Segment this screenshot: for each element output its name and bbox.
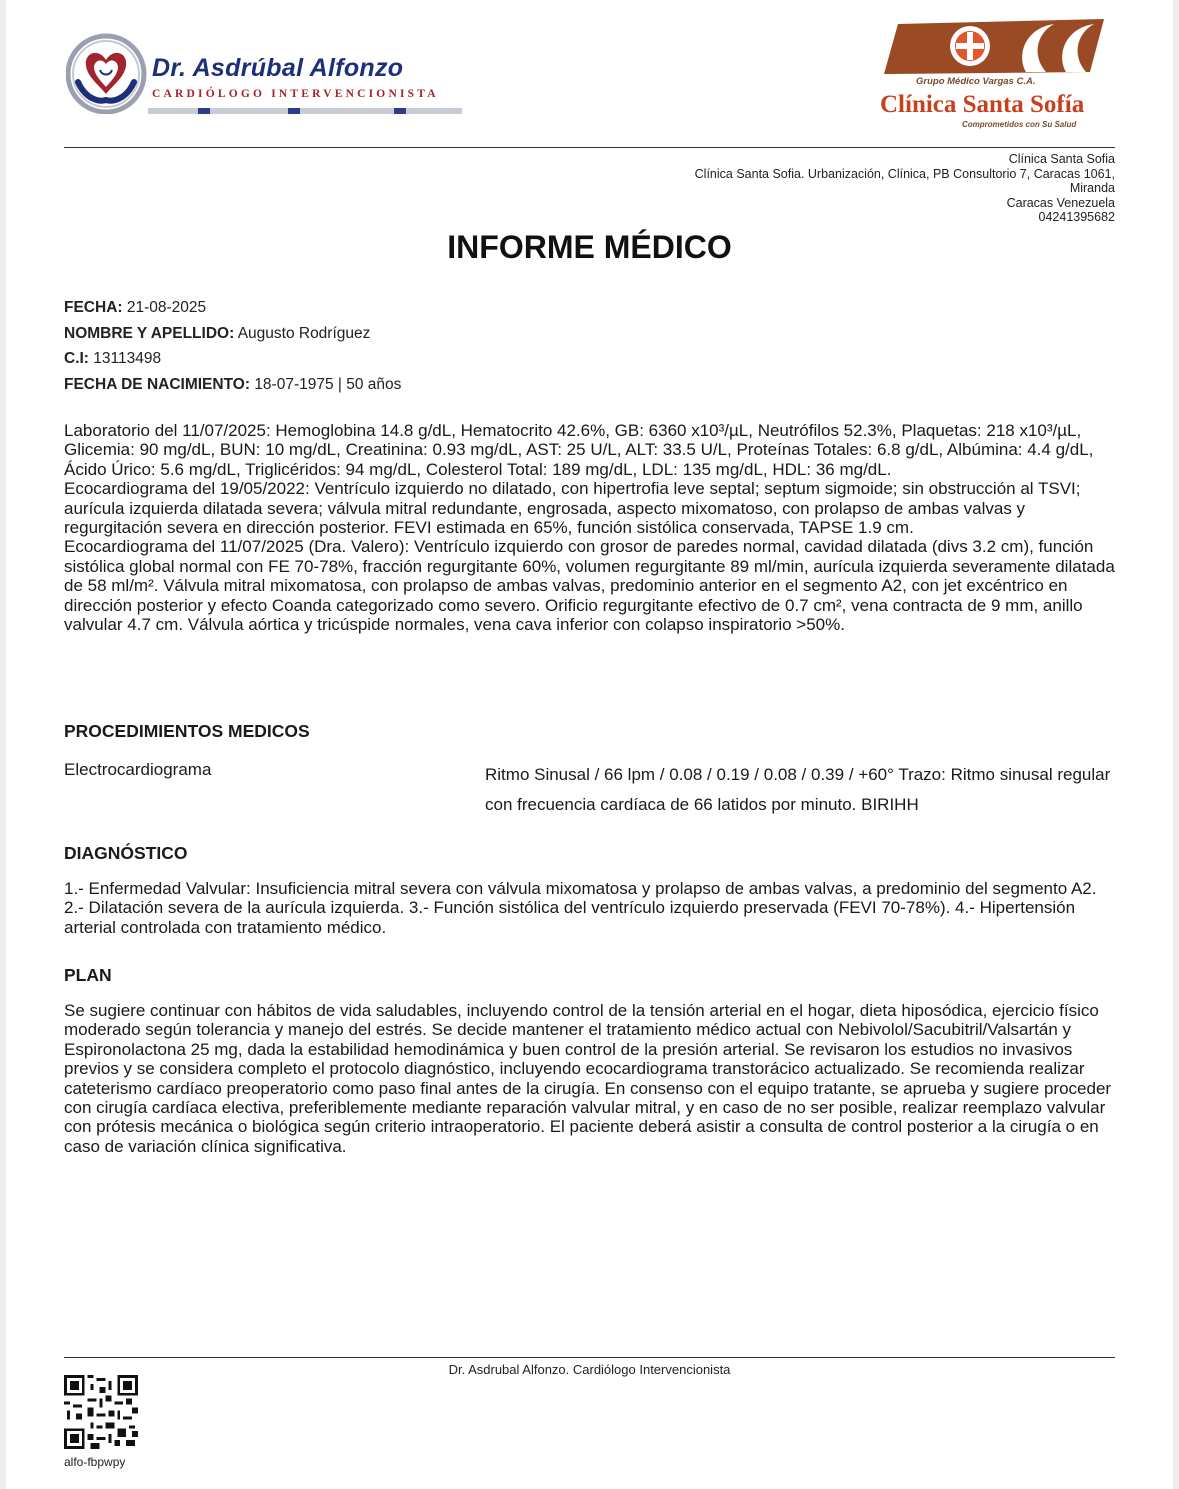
name-row: [64, 323, 401, 349]
diagnosis-text: 1.- Enfermedad Valvular: Insuficiencia mitral severa con válvula mixomatosa y prolapso de ambas valvas, a predominio del segmento A2. 2.- Dilatación severa de la aurícula izquierda. 3.- Función sistólica del ventrículo izquierdo preservada (FEVI 70-78%). 4.- Hipertensión arterial controlada con tratamiento médico.: [64, 879, 1097, 937]
logo-underline-marks: [198, 108, 408, 114]
clinic-name: Clínica Santa Sofía: [880, 91, 1085, 118]
dob-row: [64, 374, 401, 400]
clinic-emblem-icon: [876, 14, 1116, 78]
clinic-tagline: Comprometidos con Su Salud: [962, 120, 1077, 129]
plan-heading: PLAN: [64, 965, 112, 985]
date-row: [64, 297, 401, 323]
date-label: FECHA:: [64, 299, 123, 316]
name-label: NOMBRE Y APELLIDO:: [64, 324, 235, 342]
date-value: 21-08-2025: [126, 299, 207, 316]
header-divider: [64, 147, 1115, 148]
patient-info: [64, 297, 401, 400]
address-phone: 04241395682: [1038, 210, 1115, 224]
echo-2022: Ecocardiograma del 19/05/2022: Ventrículo izquierdo no dilatado, con hipertrofia leve septal; septum sigmoide; sin obstrucción al TSVI; aurícula izquierda dilatada severa; válvula mitral redundante, engrosada, aspecto mixomatoso, con prolapso de ambas valvas y regurgitación severa en dirección posterior. FEVI estimada en 65%, función sistólica conservada, TAPSE 1.9 cm.: [64, 479, 1081, 538]
procedures-heading: PROCEDIMIENTOS MEDICOS: [64, 721, 310, 741]
patient-id: 13113498: [93, 350, 162, 368]
id-row: [64, 348, 401, 374]
clinical-history: [64, 421, 1118, 634]
echo-2025: Ecocardiograma del 11/07/2025 (Dra. Valero): Ventrículo izquierdo con grosor de paredes normal, cavidad dilatada (divs 3.2 cm), función sistólica global normal con FE 70-78%, fracción regurgitante 60%, volumen regurgitante 89 ml/min, aurícula izquierda severamente dilatada de 58 ml/m². Válvula mitral mixomatosa, con prolapso de ambas valvas, predominio anterior en el segmento A2, con jet excéntrico en dirección posterior y efecto Coanda categorizado como severo. Orificio regurgitante efectivo de 0.7 cm², vena contracta de 9 mm, anillo valvular 4.7 cm. Válvula aórtica y tricúspide normales, vena cava inferior con colapso inspiratorio >50%.: [64, 537, 1115, 635]
page-edge-right: [1173, 0, 1179, 1489]
address-block: [635, 152, 1115, 225]
clinic-group-name: Grupo Médico Vargas C.A.: [916, 76, 1036, 87]
procedure-name: Electrocardiograma: [64, 760, 212, 779]
address-line-1: Clínica Santa Sofia: [1008, 152, 1115, 166]
document-title: INFORME MÉDICO: [447, 229, 732, 265]
page-edge-left: [0, 0, 6, 1489]
plan-text: Se sugiere continuar con hábitos de vida saludables, incluyendo control de la tensión arterial en el hogar, dieta hiposódica, ejercicio físico moderado según tolerancia y manejo del estrés. Se decide mantener el tratamiento médico actual con Nebivolol/Sacubitril/Valsartán y Espironolactona 25 mg, dada la estabilidad hemodinámica y buen control de la presión arterial. Se revisaron los estudios no invasivos previos y se considera completo el protocolo diagnóstico, incluyendo ecocardiograma transtorácico actualizado. Se recomienda realizar cateterismo cardíaco preoperatorio como paso final antes de la cirugía. En consenso con el equipo tratante, se aprueba y sugiere proceder con cirugía cardíaca electiva, preferiblemente mediante reparación valvular mitral, y en caso de no ser posible, realizar reemplazo valvular con prótesis mecánica o biológica según criterio intraoperatorio. El paciente deberá asistir a consulta de control posterior a la cirugía o en caso de variación clínica significativa.: [64, 1001, 1112, 1156]
doctor-subtitle: CARDIÓLOGO INTERVENCIONISTA: [152, 88, 439, 100]
address-line-3: Miranda: [1069, 181, 1115, 195]
heart-hands-logo-icon: [66, 30, 150, 114]
dob-label: FECHA DE NACIMIENTO:: [64, 376, 250, 394]
lab-results: Laboratorio del 11/07/2025: Hemoglobina 14.8 g/dL, Hematocrito 42.6%, GB: 6360 x10³/µL, Neutrófilos 52.3%, Plaquetas: 218 x10³/µL, Glicemia: 90 mg/dL, BUN: 10 mg/dL, Creatinina: 0.93 mg/dL, AST: 25 U/L, ALT: 33.5 U/L, Proteínas Totales: 6.8 g/dL, Albúmina: 4.4 g/dL, Ácido Úrico: 5.6 mg/dL, Triglicéridos: 94 mg/dL, Colesterol Total: 189 mg/dL, LDL: 135 mg/dL, HDL: 36 mg/dL.: [64, 421, 1094, 479]
address-line-2: Clínica Santa Sofia. Urbanización, Clínica, PB Consultorio 7, Caracas 1061,: [694, 166, 1115, 181]
doctor-name: Dr. Asdrúbal Alfonzo: [152, 54, 404, 82]
patient-name: Augusto Rodríguez: [237, 324, 371, 342]
clinic-logo: [876, 14, 1116, 134]
patient-dob: 18-07-1975 | 50 años: [254, 376, 402, 394]
qr-code-caption: alfo-fbpwpy: [64, 1455, 126, 1469]
diagnosis-heading: DIAGNÓSTICO: [64, 843, 188, 863]
footer-signature: Dr. Asdrubal Alfonzo. Cardiólogo Intervencionista: [448, 1362, 731, 1377]
procedure-result: Ritmo Sinusal / 66 lpm / 0.08 / 0.19 / 0.08 / 0.39 / +60° Trazo: Ritmo sinusal regular con frecuencia cardíaca de 66 latidos por minuto. BIRIHH: [485, 765, 1111, 814]
qr-code-icon: [64, 1375, 138, 1449]
doctor-logo: [66, 30, 466, 120]
address-line-4: Caracas Venezuela: [1006, 195, 1115, 210]
footer-divider: [64, 1357, 1115, 1358]
id-label: C.I:: [64, 350, 89, 368]
